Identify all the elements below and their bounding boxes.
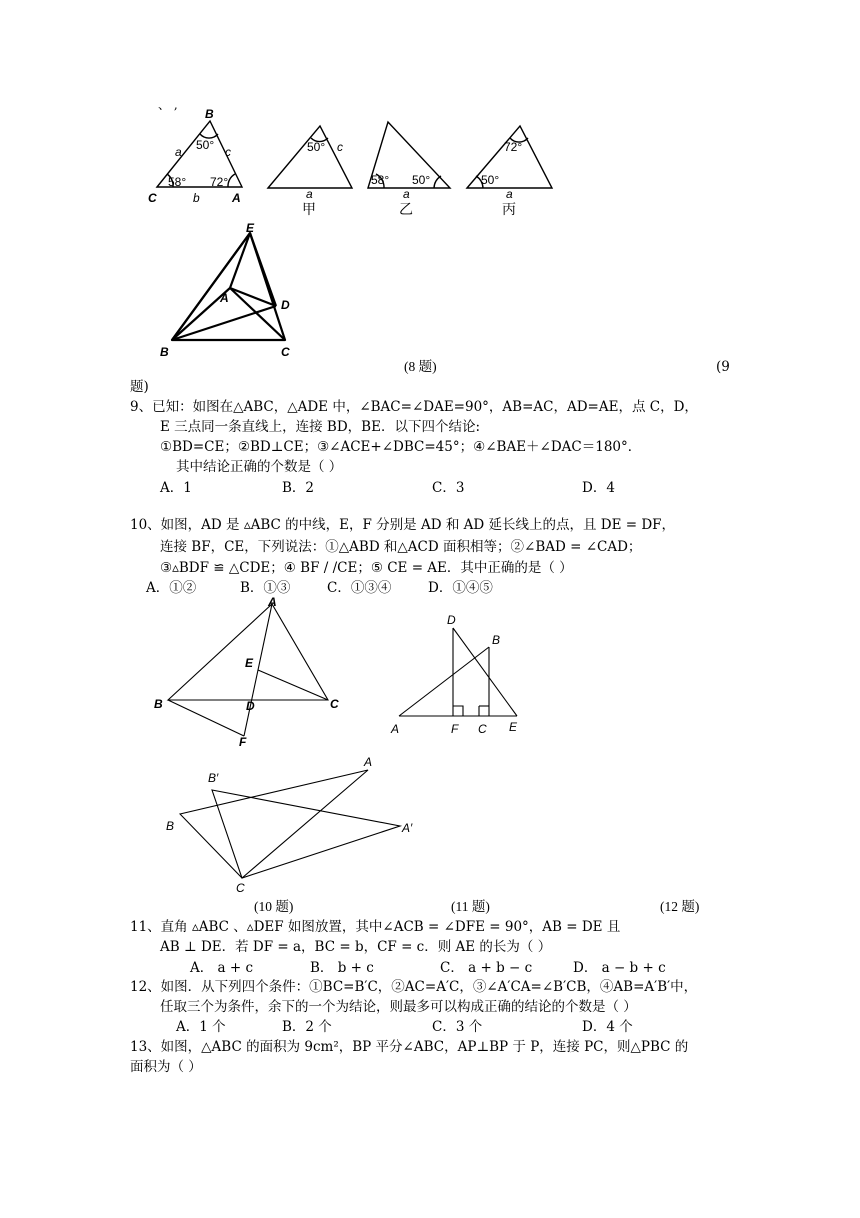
fig11-label-B: B xyxy=(492,633,501,647)
fig11-label-E: E xyxy=(509,720,518,734)
top-fragment: 、 , xyxy=(158,98,178,112)
caption-12: (12 题) xyxy=(660,899,700,914)
fig11-label-D: D xyxy=(447,613,456,627)
q10-option-c: C．①③④ xyxy=(327,580,392,596)
yi-angle1-label: 58° xyxy=(371,173,390,187)
fig9-label-D: D xyxy=(281,298,290,312)
angle-b-label: 50° xyxy=(196,138,215,152)
q13-line1: 13、如图，△ABC 的面积为 9cm²，BP 平分∠ABC，AP⊥BP 于 P，连接 PC，则△PBC 的 xyxy=(130,1039,689,1055)
yi-name: 乙 xyxy=(399,201,413,217)
jia-name: 甲 xyxy=(302,201,316,217)
q11-option-a: A． a + c xyxy=(190,960,254,976)
q9-line1: 9、已知：如图在△ABC，△ADE 中，∠BAC=∠DAE=90°，AB=AC，AD=AE，点 C，D， xyxy=(130,399,698,415)
triangle-jia xyxy=(268,126,352,188)
fig10-label-C: C xyxy=(330,697,339,711)
label-B: B xyxy=(205,107,214,121)
q12-option-b: B．2 个 xyxy=(282,1019,332,1035)
q12-option-d: D．4 个 xyxy=(582,1019,633,1035)
q13-line2: 面积为（ ） xyxy=(130,1059,202,1075)
caption-10: (10 题) xyxy=(254,899,294,914)
bing-name: 丙 xyxy=(502,201,516,217)
fig9-label-C: C xyxy=(281,345,290,359)
caption-8: (8 题) xyxy=(404,359,437,374)
fig12-label-A: A xyxy=(364,755,373,769)
figure-12 xyxy=(160,752,430,897)
bing-angle2-label: 50° xyxy=(481,173,500,187)
yi-a-label: a xyxy=(403,187,410,201)
caption-9-part2: 题) xyxy=(130,379,149,395)
fig9-label-B: B xyxy=(160,345,169,359)
fig10-label-B: B xyxy=(154,697,163,711)
jia-angle-label: 50° xyxy=(307,140,326,154)
fig10-label-E: E xyxy=(245,656,254,670)
bing-a-label: a xyxy=(506,187,513,201)
angle-c-label: 58° xyxy=(168,175,187,189)
q11-option-d: D． a − b + c xyxy=(573,960,666,976)
q9-option-c: C．3 xyxy=(432,480,465,496)
q9-option-a: A．1 xyxy=(160,480,192,496)
caption-9-part1: (9 xyxy=(716,359,730,375)
fig10-label-A: A xyxy=(268,596,277,609)
label-C: C xyxy=(148,191,157,205)
jia-a-label: a xyxy=(306,187,313,201)
q11-option-c: C． a + b − c xyxy=(440,960,533,976)
q11-option-b: B． b + c xyxy=(310,960,374,976)
label-c: c xyxy=(225,145,231,159)
fig12-label-B-prime: B′ xyxy=(208,771,219,785)
fig9-label-E: E xyxy=(246,221,255,235)
q10-option-d: D．①④⑤ xyxy=(428,580,493,596)
q10-option-b: B．①③ xyxy=(240,580,291,596)
caption-11: (11 题) xyxy=(451,899,490,914)
q12-line1: 12、如图．从下列四个条件：①BC=B′C，②AC=A′C，③∠A′CA=∠B′CB，④AB=A′B′中， xyxy=(130,979,698,995)
q9-line2: E 三点同一条直线上，连接 BD，BE．以下四个结论: xyxy=(160,419,481,435)
angle-a-label: 72° xyxy=(210,175,229,189)
q9-line3: ①BD=CE；②BD⊥CE；③∠ACE+∠DBC=45°；④∠BAE＋∠DAC＝180°． xyxy=(160,439,642,455)
label-A: A xyxy=(232,191,241,205)
fig12-label-A-prime: A′ xyxy=(402,821,413,835)
q11-line2: AB ⊥ DE．若 DF = a，BC = b，CF = c．则 AE 的长为（ ） xyxy=(160,939,552,955)
figure-9 xyxy=(150,218,310,363)
fig10-label-F: F xyxy=(239,735,247,749)
q9-line4: 其中结论正确的个数是（ ） xyxy=(176,459,343,475)
angle-a-arc xyxy=(228,174,235,187)
figure-10 xyxy=(150,596,350,752)
fig12-label-B: B xyxy=(166,819,175,833)
q11-line1: 11、直角 ▵ABC 、▵DEF 如图放置，其中∠ACB = ∠DFE = 90°，AB = DE 且 xyxy=(130,919,621,935)
fig11-label-C: C xyxy=(478,722,487,736)
fig9-label-A: A xyxy=(220,291,229,305)
figure-8-triangles xyxy=(140,104,570,224)
q12-option-c: C．3 个 xyxy=(432,1019,483,1035)
label-a: a xyxy=(175,145,182,159)
yi-angle2-label: 50° xyxy=(412,173,431,187)
q10-line3: ③▵BDF ≌ △CDE；④ BF / /CE；⑤ CE = AE．其中正确的是（ ） xyxy=(160,560,573,576)
q9-option-b: B．2 xyxy=(282,480,315,496)
q9-option-d: D．4 xyxy=(582,480,615,496)
fig11-label-A: A xyxy=(391,722,400,736)
q12-option-a: A．1 个 xyxy=(176,1019,226,1035)
q10-line1: 10、如图，AD 是 ▵ABC 的中线，E，F 分别是 AD 和 AD 延长线上的点，且 DE = DF， xyxy=(130,517,676,533)
figure-11 xyxy=(385,610,530,740)
fig11-label-F: F xyxy=(451,722,459,736)
jia-c-label: c xyxy=(337,140,343,154)
fig12-label-C: C xyxy=(236,881,245,895)
bing-angle1-label: 72° xyxy=(504,140,523,154)
label-b: b xyxy=(193,191,200,205)
q12-line2: 任取三个为条件，余下的一个为结论，则最多可以构成正确的结论的个数是（ ） xyxy=(160,999,637,1015)
q10-option-a: A．①② xyxy=(146,580,197,596)
fig10-label-D: D xyxy=(246,699,255,713)
q10-line2: 连接 BF，CE，下列说法：①△ABD 和△ACD 面积相等；②∠BAD = ∠CAD； xyxy=(160,539,642,555)
